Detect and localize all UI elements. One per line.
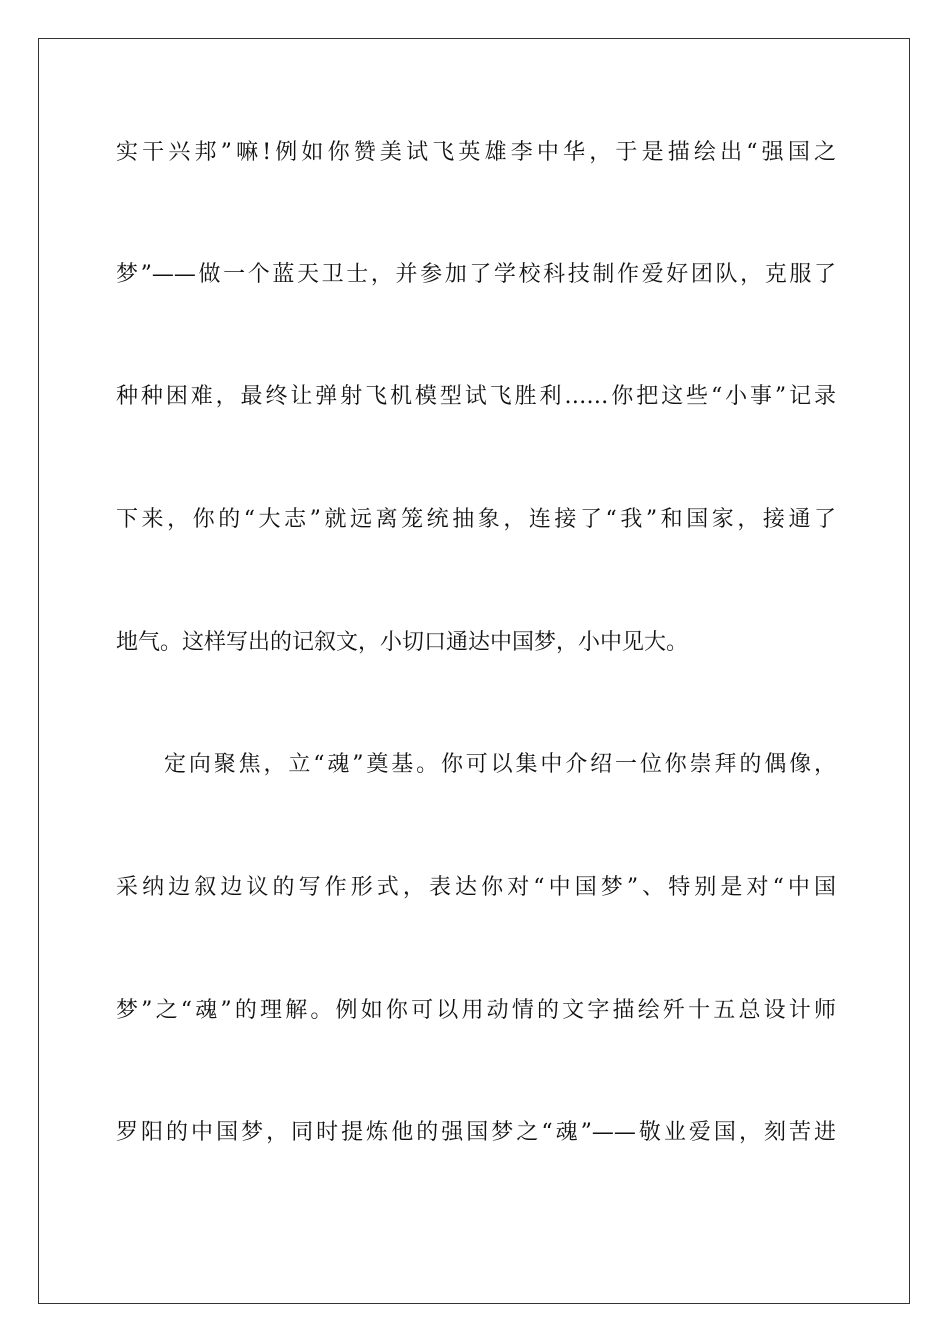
paragraph-line: 采纳边叙边议的写作形式，表达你对“中国梦”、特别是对“中国 — [116, 875, 836, 900]
paragraph-line: 下来，你的“大志”就远离笼统抽象，连接了“我”和国家，接通了 — [116, 507, 836, 532]
paragraph-line: 实干兴邦”嘛!例如你赞美试飞英雄李中华，于是描绘出“强国之 — [116, 140, 836, 165]
paragraph-line: 种种困难，最终让弹射飞机模型试飞胜利……你把这些“小事”记录 — [116, 384, 836, 409]
paragraph-line: 地气。这样写出的记叙文，小切口通达中国梦，小中见大。 — [116, 630, 689, 655]
paragraph-line: 梦”之“魂”的理解。例如你可以用动情的文字描绘歼十五总设计师 — [116, 998, 836, 1023]
paragraph-line: 罗阳的中国梦，同时提炼他的强国梦之“魂”——敬业爱国，刻苦进 — [116, 1120, 836, 1145]
paragraph-line: 梦”——做一个蓝天卫士，并参加了学校科技制作爱好团队，克服了 — [116, 262, 836, 287]
paragraph-line: 定向聚焦，立“魂”奠基。你可以集中介绍一位你崇拜的偶像， — [164, 752, 836, 777]
page-border — [38, 38, 910, 1304]
